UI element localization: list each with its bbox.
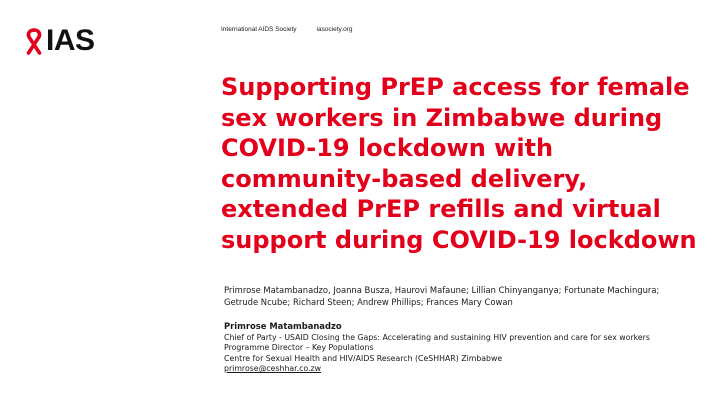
presenter-role: Chief of Party - USAID Closing the Gaps: Accelerating and sustaining HIV prevention and care for sex workers [224,332,650,342]
org-name: International AIDS Society [221,26,297,33]
presenter-organization: Centre for Sexual Health and HIV/AIDS Research (CeSHHAR) Zimbabwe [224,353,503,363]
logo-text: IAS [46,24,95,57]
presentation-title: Supporting PrEP access for female sex workers in Zimbabwe during COVID-19 lockdown with community-based delivery, extended PrEP refills and virtual support during COVID-19 lockdown [221,73,697,254]
presenter-name: Primrose Matambanadzo [224,321,342,331]
presenter-position: Programme Director – Key Populations [224,343,374,352]
website-link[interactable]: iasociety.org [316,26,353,33]
red-ribbon-icon [24,26,44,56]
presenter-email-link[interactable]: primrose@ceshhar.co.zw [224,364,322,373]
header-links [221,26,353,33]
author-list: Primrose Matambanadzo, Joanna Busza, Haurovi Mafaune; Lillian Chinyanganya; Fortunate Machingura; Getrude Ncube; Richard Steen; Andrew Phillips; Frances Mary Cowan [224,285,660,307]
ias-logo [24,24,95,58]
presenter-block [224,321,696,375]
